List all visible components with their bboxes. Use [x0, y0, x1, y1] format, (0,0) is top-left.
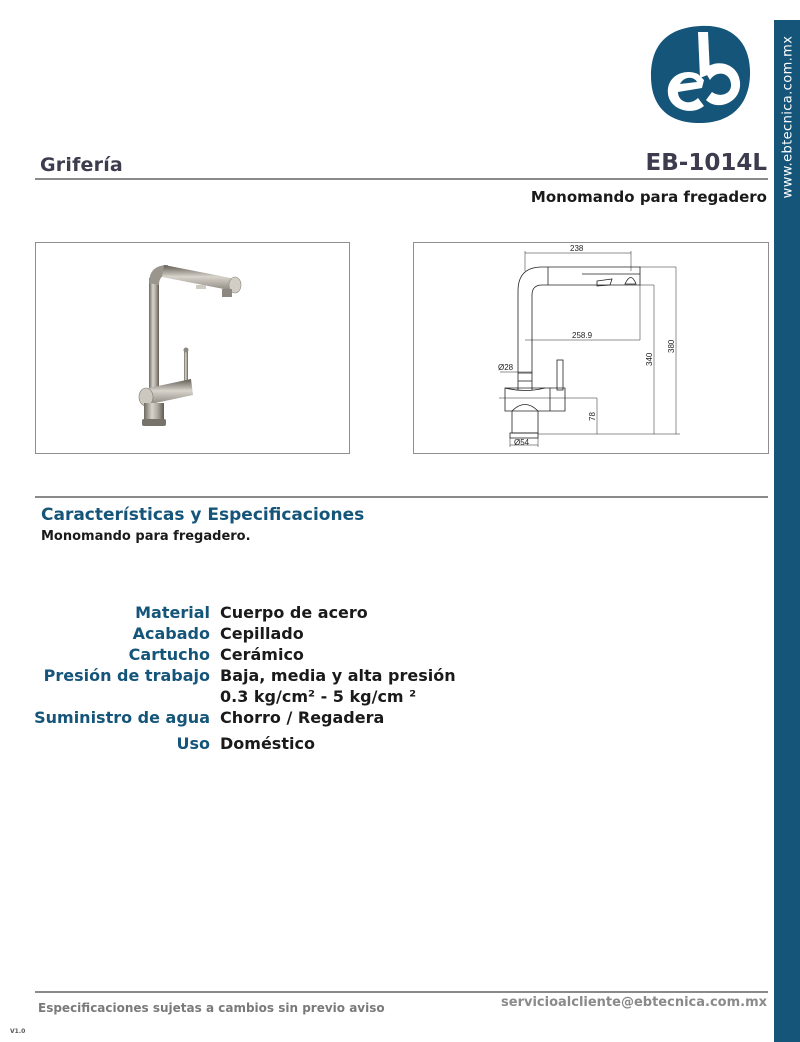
specs-description: Monomando para fregadero. — [41, 529, 251, 544]
spec-value: 0.3 kg/cm² - 5 kg/cm ² — [220, 687, 417, 706]
spec-value: Baja, media y alta presión — [220, 666, 456, 685]
specs-divider — [35, 496, 768, 498]
footer-email-link[interactable]: servicioalcliente@ebtecnica.com.mx — [501, 995, 767, 1010]
spec-value: Cepillado — [220, 624, 304, 643]
spec-value: Cerámico — [220, 645, 304, 664]
version-label: V1.0 — [10, 1028, 26, 1035]
footer-divider — [35, 991, 768, 993]
product-photo — [35, 242, 350, 454]
product-subtitle: Monomando para fregadero — [530, 188, 767, 206]
spec-row-material — [30, 602, 470, 623]
spec-label: Acabado — [132, 624, 210, 643]
spec-row-presion — [30, 665, 470, 686]
spec-label: Uso — [176, 734, 210, 753]
specs-title: Características y Especificaciones — [41, 505, 365, 525]
spec-label: Presión de trabajo — [43, 666, 210, 685]
dim-238: 238 — [570, 244, 584, 253]
website-link[interactable]: www.ebtecnica.com.mx — [780, 35, 796, 199]
website-vertical[interactable] — [776, 22, 800, 212]
spec-value: Chorro / Regadera — [220, 708, 385, 727]
spec-label — [30, 686, 220, 707]
dim-78: 78 — [588, 412, 597, 421]
spec-row-suministro — [30, 707, 470, 728]
eb-logo — [648, 22, 752, 126]
faucet-photo-icon — [36, 243, 348, 452]
spec-value: Cuerpo de acero — [220, 603, 368, 622]
dim-diameter-54: Ø54 — [514, 438, 530, 447]
faucet-dimension-drawing — [414, 243, 767, 452]
category-title: Grifería — [40, 154, 123, 176]
spec-row-uso — [30, 733, 470, 754]
spec-row-acabado — [30, 623, 470, 644]
dim-258-9: 258.9 — [572, 331, 593, 340]
technical-drawing — [413, 242, 769, 454]
model-code: EB-1014L — [645, 150, 767, 176]
footer-disclaimer: Especificaciones sujetas a cambios sin previo aviso — [38, 1001, 385, 1015]
dim-diameter-28: Ø28 — [498, 363, 514, 372]
spec-label: Suministro de agua — [34, 708, 210, 727]
dim-380: 380 — [667, 339, 676, 353]
spec-label: Cartucho — [128, 645, 210, 664]
spec-row-cartucho — [30, 644, 470, 665]
header-divider — [35, 178, 768, 180]
dim-340: 340 — [645, 352, 654, 366]
specs-table — [30, 602, 470, 754]
spec-label: Material — [135, 603, 210, 622]
spec-row-presion-range — [30, 686, 470, 707]
spec-value: Doméstico — [220, 734, 315, 753]
